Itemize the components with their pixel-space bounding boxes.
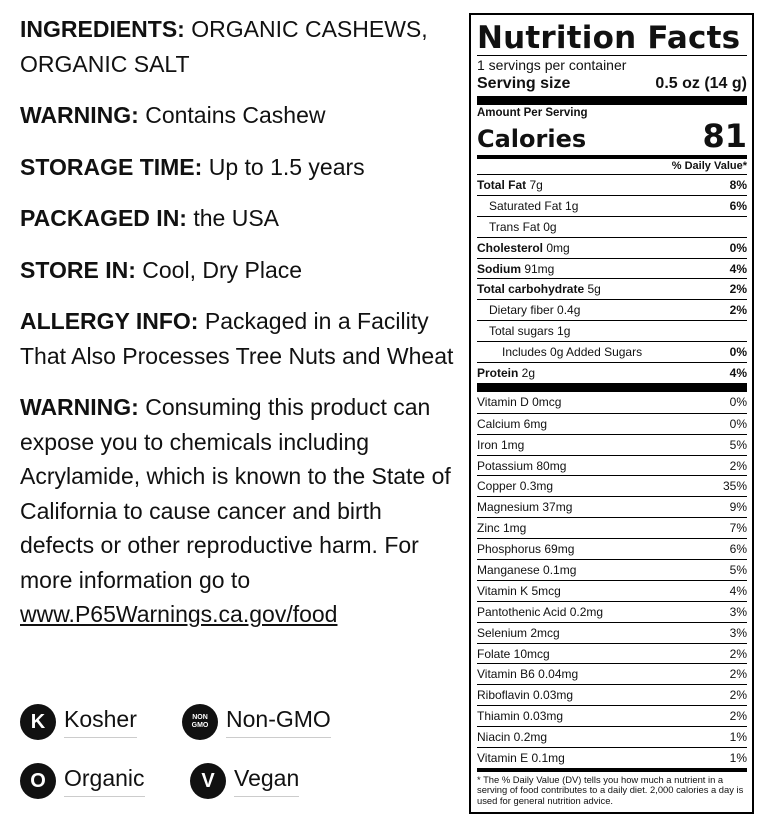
vitamin-row: [477, 622, 747, 643]
vitamin-daily-value: 2%: [729, 667, 747, 682]
vitamin-row: [477, 455, 747, 476]
non-gmo-label: Non-GMO: [226, 706, 331, 738]
serving-size-value: 0.5 oz (14 g): [655, 75, 747, 92]
nutrient-name: [477, 199, 578, 213]
nutrient-name: [477, 241, 570, 255]
storage-time-info: [20, 150, 460, 185]
non-gmo-badge: [182, 704, 331, 740]
warning-text: Contains Cashew: [138, 102, 326, 128]
nutrient-name: [477, 345, 642, 359]
nutrient-amount: 0mg: [543, 240, 570, 255]
ingredients-text: ORGANIC CASHEWS, ORGANIC SALT: [20, 16, 428, 77]
allergy-label: ALLERGY INFO:: [20, 308, 199, 334]
store-in-info: [20, 253, 460, 288]
vitamin-name: Riboflavin 0.03mg: [477, 688, 574, 703]
vitamin-name: Pantothenic Acid 0.2mg: [477, 604, 604, 619]
nutrient-label: Total carbohydrate: [477, 282, 585, 297]
nutrient-row: [477, 174, 747, 195]
vitamin-row: [477, 538, 747, 559]
nutrient-daily-value: 0%: [729, 240, 747, 255]
vitamin-daily-value: 2%: [729, 688, 747, 703]
nutrient-row: [477, 299, 747, 320]
nutrient-name: [477, 282, 601, 296]
nutrition-facts-panel: [469, 13, 754, 814]
vitamin-daily-value: 4%: [729, 583, 747, 598]
warning-allergen-info: [20, 98, 460, 133]
nutrient-row: [477, 341, 747, 362]
vegan-icon: [190, 763, 226, 799]
vitamin-row: [477, 726, 747, 747]
nutrient-label: Trans Fat 0g: [489, 219, 557, 234]
nutrient-daily-value: 2%: [729, 303, 747, 318]
vitamin-name: Vitamin B6 0.04mg: [477, 667, 579, 682]
vitamin-name: Manganese 0.1mg: [477, 562, 577, 577]
nutrient-row: [477, 216, 747, 237]
vitamin-daily-value: 0%: [729, 416, 747, 431]
serving-size-label: Serving size: [477, 75, 571, 92]
vitamin-daily-value: 2%: [729, 646, 747, 661]
store-in-label: STORE IN:: [20, 256, 136, 283]
prop65-warning: [20, 390, 460, 632]
daily-value-footnote: * The % Daily Value (DV) tells you how much a nutrient in a serving of food contributes to a daily diet. 2,000 calories a day is used for general nutrition advice.: [477, 773, 744, 806]
vitamin-daily-value: 2%: [729, 458, 747, 473]
nutrient-row: [477, 320, 747, 341]
vitamin-daily-value: 9%: [729, 500, 747, 515]
nutrient-amount: 2g: [518, 365, 536, 380]
prop65-label: WARNING:: [20, 394, 139, 420]
organic-icon-letter: O: [30, 769, 46, 792]
nutrient-label: Total Fat: [477, 177, 527, 192]
vitamin-daily-value: 2%: [729, 709, 747, 724]
vitamin-name: Magnesium 37mg: [477, 500, 573, 515]
nutrient-label: Total sugars 1g: [489, 324, 571, 339]
vitamin-name: Vitamin E 0.1mg: [477, 750, 565, 765]
amount-per-serving: Amount Per Serving: [477, 107, 588, 119]
storage-time-label: STORAGE TIME:: [20, 153, 203, 180]
nutrient-row: [477, 195, 747, 216]
vitamin-row: [477, 684, 747, 705]
vitamin-mineral-list: [477, 392, 747, 768]
vitamin-row: [477, 475, 747, 496]
nutrient-name: [477, 366, 535, 380]
vitamin-row: [477, 705, 747, 726]
divider-thick: [477, 96, 747, 105]
nutrient-name: [477, 178, 543, 192]
nutrient-label: Includes 0g Added Sugars: [502, 345, 643, 360]
vitamin-row: [477, 580, 747, 601]
calories-row: [477, 117, 747, 155]
organic-badge: [20, 763, 145, 799]
vitamin-name: Calcium 6mg: [477, 416, 548, 431]
nutrient-label: Cholesterol: [477, 240, 544, 255]
nutrient-daily-value: 4%: [729, 261, 747, 276]
kosher-icon-letter: K: [30, 710, 46, 733]
vitamin-row: [477, 747, 747, 768]
nutrient-row: [477, 237, 747, 258]
vitamin-row: [477, 643, 747, 664]
vitamin-row: [477, 434, 747, 455]
vitamin-daily-value: 1%: [729, 750, 747, 765]
packaged-in-label: PACKAGED IN:: [20, 205, 187, 231]
kosher-icon: [20, 704, 56, 740]
warning-label: WARNING:: [20, 102, 139, 128]
nutrient-label: Dietary fiber 0.4g: [489, 303, 581, 318]
serving-size-row: [477, 74, 747, 94]
vitamin-daily-value: 0%: [729, 395, 747, 410]
prop65-text: Consuming this product can expose you to chemicals including Acrylamide, which is known to the State of California to cause cancer and birth defects or other reproductive harm. For more information go to: [20, 394, 451, 593]
divider-thick: [477, 383, 747, 392]
vitamin-name: Thiamin 0.03mg: [477, 709, 564, 724]
vitamin-name: Zinc 1mg: [477, 521, 527, 536]
nutrient-list: [477, 174, 747, 383]
nutrient-row: [477, 278, 747, 299]
allergy-text: Packaged in a Facility That Also Processes Tree Nuts and Wheat: [20, 308, 454, 369]
vitamin-row: [477, 413, 747, 434]
nutrient-label: Saturated Fat 1g: [489, 198, 579, 213]
vitamin-name: Copper 0.3mg: [477, 479, 554, 494]
vitamin-row: [477, 663, 747, 684]
vegan-label: Vegan: [234, 765, 299, 797]
vitamin-row: [477, 392, 747, 413]
vitamin-daily-value: 35%: [722, 479, 747, 494]
non-gmo-icon-line2: GMO: [191, 722, 209, 729]
vitamin-name: Selenium 2mcg: [477, 625, 560, 640]
nutrient-row: [477, 362, 747, 383]
vitamin-name: Folate 10mcg: [477, 646, 550, 661]
vitamin-name: Iron 1mg: [477, 437, 525, 452]
non-gmo-icon: [182, 704, 218, 740]
vitamin-daily-value: 6%: [729, 542, 747, 557]
allergy-info: [20, 304, 460, 373]
product-info: [20, 12, 460, 649]
nutrient-amount: 7g: [526, 177, 543, 192]
packaged-in-text: the USA: [186, 205, 280, 231]
vitamin-row: [477, 496, 747, 517]
nutrient-daily-value: 0%: [729, 345, 747, 360]
vitamin-row: [477, 517, 747, 538]
nutrient-label: Sodium: [477, 261, 521, 276]
calories-value: 81: [702, 117, 747, 155]
vitamin-name: Vitamin D 0mcg: [477, 395, 562, 410]
nutrition-facts-title: Nutrition Facts: [477, 20, 741, 56]
calories-label: Calories: [477, 125, 587, 153]
vitamin-name: Phosphorus 69mg: [477, 542, 575, 557]
storage-time-text: Up to 1.5 years: [202, 153, 365, 180]
vitamin-daily-value: 5%: [729, 562, 747, 577]
p65-warnings-link[interactable]: www.P65Warnings.ca.gov/food: [20, 601, 338, 627]
nutrient-name: [477, 303, 580, 317]
nutrient-daily-value: 6%: [729, 198, 747, 213]
nutrient-daily-value: 2%: [729, 282, 747, 297]
vitamin-daily-value: 5%: [729, 437, 747, 452]
store-in-text: Cool, Dry Place: [135, 256, 303, 283]
nutrient-daily-value: 8%: [729, 177, 747, 192]
nutrient-daily-value: 4%: [729, 365, 747, 380]
certification-badges: [20, 700, 460, 820]
non-gmo-icon-line1: NON: [192, 714, 208, 721]
nutrient-amount: 5g: [584, 282, 601, 297]
vitamin-daily-value: 3%: [729, 604, 747, 619]
vegan-badge: [190, 763, 299, 799]
vitamin-daily-value: 7%: [729, 521, 747, 536]
organic-label: Organic: [64, 765, 145, 797]
packaged-in-info: [20, 201, 460, 236]
nutrient-label: Protein: [477, 365, 519, 380]
vitamin-daily-value: 1%: [729, 730, 747, 745]
servings-per-container: 1 servings per container: [477, 57, 627, 73]
organic-icon: [20, 763, 56, 799]
nutrient-amount: 91mg: [521, 261, 555, 276]
vitamin-row: [477, 559, 747, 580]
daily-value-header: % Daily Value*: [671, 160, 747, 172]
kosher-label: Kosher: [64, 706, 137, 738]
vitamin-name: Vitamin K 5mcg: [477, 583, 561, 598]
nutrient-name: [477, 262, 554, 276]
nutrient-name: [477, 324, 570, 338]
nutrient-name: [477, 220, 557, 234]
vitamin-daily-value: 3%: [729, 625, 747, 640]
kosher-badge: [20, 704, 137, 740]
vitamin-name: Potassium 80mg: [477, 458, 567, 473]
vegan-icon-letter: V: [201, 769, 215, 792]
vitamin-name: Niacin 0.2mg: [477, 730, 548, 745]
vitamin-row: [477, 601, 747, 622]
ingredients-info: [20, 12, 460, 81]
nutrient-row: [477, 258, 747, 279]
ingredients-label: INGREDIENTS:: [20, 16, 185, 42]
